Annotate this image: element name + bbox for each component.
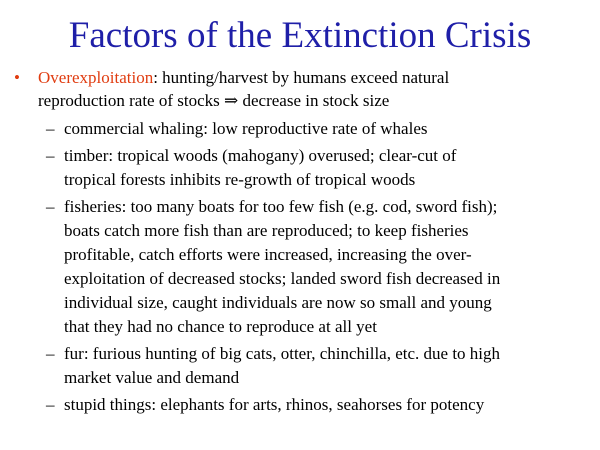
main-bullet-line-1 — [38, 66, 588, 89]
sub-item-line: tropical forests inhibits re-growth of tropical woods — [64, 170, 416, 189]
main-bullet — [0, 66, 600, 112]
slide-title: Factors of the Extinction Crisis — [68, 15, 532, 56]
sub-item-text — [64, 117, 592, 141]
sub-bullet-list — [0, 117, 600, 420]
main-bullet-text — [38, 66, 588, 112]
sub-item-line: timber: tropical woods (mahogany) overused; clear-cut of — [64, 146, 457, 165]
sub-item-dash: – — [46, 146, 55, 165]
bullet-marker: • — [14, 68, 20, 87]
sub-item-text — [64, 195, 592, 339]
sub-item-dash: – — [46, 119, 55, 138]
main-bullet-line-1-rest: : hunting/harvest by humans exceed natural — [153, 68, 450, 87]
main-bullet-line-2: reproduction rate of stocks ⇒ decrease in stock size — [38, 91, 390, 110]
sub-item-line: fur: furious hunting of big cats, otter, chinchilla, etc. due to high — [64, 344, 501, 363]
sub-item-whaling — [0, 117, 600, 141]
sub-item-line: exploitation of decreased stocks; landed sword fish decreased in — [64, 269, 501, 288]
overexploitation-term: Overexploitation — [38, 68, 154, 87]
sub-item-line: profitable, catch efforts were increased, increasing the over- — [64, 245, 472, 264]
sub-item-dash: – — [46, 197, 55, 216]
sub-item-line: individual size, caught individuals are now so small and young — [64, 293, 492, 312]
sub-item-text — [64, 342, 592, 390]
sub-item-line: fisheries: too many boats for too few fish (e.g. cod, sword fish); — [64, 197, 498, 216]
sub-item-line: commercial whaling: low reproductive rate of whales — [64, 119, 428, 138]
sub-item-fur — [0, 342, 600, 390]
sub-item-line: stupid things: elephants for arts, rhinos, seahorses for potency — [64, 395, 485, 414]
sub-item-dash: – — [46, 344, 55, 363]
sub-item-text — [64, 393, 592, 417]
sub-item-line: boats catch more fish than are reproduced; to keep fisheries — [64, 221, 469, 240]
sub-item-text — [64, 144, 592, 192]
sub-item-stupid-things — [0, 393, 600, 417]
sub-item-fisheries — [0, 195, 600, 339]
sub-item-line: that they had no chance to reproduce at all yet — [64, 317, 377, 336]
sub-item-line: market value and demand — [64, 368, 240, 387]
sub-item-timber — [0, 144, 600, 192]
sub-item-dash: – — [46, 395, 55, 414]
